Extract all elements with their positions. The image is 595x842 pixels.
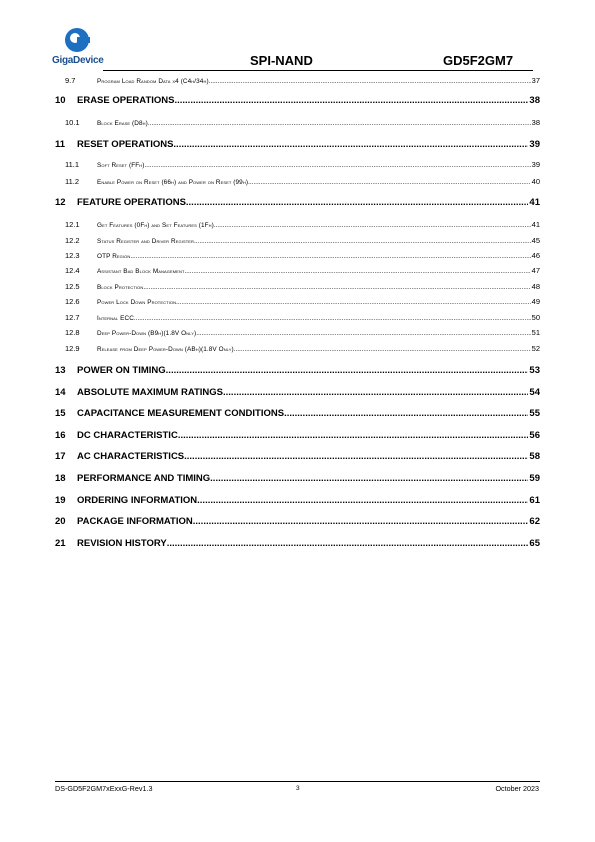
toc-dot-leader xyxy=(284,408,528,419)
toc-entry-title: Power Lock Down Protection xyxy=(97,299,177,306)
toc-entry-page: 50 xyxy=(531,313,540,322)
footer-page-number: 3 xyxy=(296,785,300,792)
toc-entry-number: 12.1 xyxy=(65,220,80,229)
toc-dot-leader xyxy=(234,346,531,353)
toc-entry-page: 41 xyxy=(531,220,540,229)
toc-entry-number: 11 xyxy=(55,139,66,150)
toc-section-entry[interactable] xyxy=(55,266,540,275)
toc-entry-number: 12 xyxy=(55,197,66,208)
toc-entry-number: 13 xyxy=(55,365,66,376)
toc-dot-leader xyxy=(176,299,531,306)
footer-date: October 2023 xyxy=(495,784,539,793)
toc-entry-page: 52 xyxy=(531,344,540,353)
toc-dot-leader xyxy=(167,538,529,549)
toc-entry-number: 12.6 xyxy=(65,297,80,306)
toc-entry-number: 12.4 xyxy=(65,266,80,275)
toc-entry-title: Release from Deep Power-Down (ABh)(1.8V Only) xyxy=(97,346,234,353)
toc-entry-page: 55 xyxy=(529,408,540,419)
toc-dot-leader xyxy=(173,139,528,150)
toc-section-entry[interactable] xyxy=(55,76,540,85)
toc-entry-page: 39 xyxy=(529,139,540,150)
toc-entry-page: 62 xyxy=(529,516,540,527)
toc-entry-page: 49 xyxy=(531,297,540,306)
toc-entry-title: POWER ON TIMING xyxy=(77,365,166,376)
toc-entry-title: Assistant Bad Block Management xyxy=(97,268,185,275)
toc-dot-leader xyxy=(193,516,529,527)
toc-entry-page: 45 xyxy=(531,236,540,245)
toc-entry-page: 40 xyxy=(531,177,540,186)
toc-entry-title: Status Register and Driver Register xyxy=(97,238,195,245)
toc-dot-leader xyxy=(166,365,529,376)
toc-entry-title: REVISION HISTORY xyxy=(77,538,167,549)
toc-dot-leader xyxy=(174,95,528,106)
toc-chapter-entry[interactable] xyxy=(55,365,540,376)
toc-entry-number: 11.1 xyxy=(65,160,80,169)
toc-entry-title: FEATURE OPERATIONS xyxy=(77,197,186,208)
toc-entry-page: 51 xyxy=(531,328,540,337)
toc-entry-title: OTP Region xyxy=(97,253,131,260)
toc-entry-title: Deep Power-Down (B9h)(1.8V Only) xyxy=(97,330,197,337)
toc-dot-leader xyxy=(130,253,530,260)
toc-section-entry[interactable] xyxy=(55,236,540,245)
toc-entry-page: 37 xyxy=(531,76,540,85)
toc-entry-number: 14 xyxy=(55,387,66,398)
toc-section-entry[interactable] xyxy=(55,313,540,322)
toc-dot-leader xyxy=(196,330,530,337)
toc-entry-number: 18 xyxy=(55,473,66,484)
toc-entry-number: 10.1 xyxy=(65,118,80,127)
logo-text: GigaDevice xyxy=(52,55,104,66)
toc-dot-leader xyxy=(194,238,531,245)
toc-entry-number: 21 xyxy=(55,538,66,549)
toc-entry-page: 46 xyxy=(531,251,540,260)
toc-section-entry[interactable] xyxy=(55,344,540,353)
toc-entry-number: 19 xyxy=(55,495,66,506)
toc-dot-leader xyxy=(134,315,531,322)
toc-entry-number: 12.2 xyxy=(65,236,80,245)
toc-entry-title: PERFORMANCE AND TIMING xyxy=(77,473,211,484)
toc-dot-leader xyxy=(186,197,529,208)
toc-entry-number: 15 xyxy=(55,408,66,419)
toc-entry-title: Block Erase (D8h) xyxy=(97,120,148,127)
toc-entry-page: 38 xyxy=(531,118,540,127)
toc-entry-title: Program Load Random Data x4 (C4h/34h) xyxy=(97,78,209,85)
toc-section-entry[interactable] xyxy=(55,282,540,291)
toc-entry-page: 56 xyxy=(529,430,540,441)
toc-entry-page: 47 xyxy=(531,266,540,275)
toc-chapter-entry[interactable] xyxy=(55,451,540,462)
footer-document-id: DS-GD5F2GM7xExxG-Rev1.3 xyxy=(55,784,153,793)
toc-entry-number: 11.2 xyxy=(65,177,80,186)
toc-chapter-entry[interactable] xyxy=(55,430,540,441)
toc-entry-title: DC CHARACTERISTIC xyxy=(77,430,178,441)
toc-entry-title: ORDERING INFORMATION xyxy=(77,495,198,506)
toc-dot-leader xyxy=(210,473,528,484)
toc-chapter-entry[interactable] xyxy=(55,473,540,484)
footer-divider xyxy=(55,781,540,782)
toc-chapter-entry[interactable] xyxy=(55,495,540,506)
toc-section-entry[interactable] xyxy=(55,328,540,337)
toc-section-entry[interactable] xyxy=(55,177,540,186)
toc-entry-number: 17 xyxy=(55,451,66,462)
toc-entry-number: 12.5 xyxy=(65,282,80,291)
toc-entry-page: 65 xyxy=(529,538,540,549)
toc-dot-leader xyxy=(144,162,530,169)
toc-entry-title: PACKAGE INFORMATION xyxy=(77,516,193,527)
toc-entry-title: AC CHARACTERISTICS xyxy=(77,451,185,462)
toc-entry-title: ABSOLUTE MAXIMUM RATINGS xyxy=(77,387,224,398)
toc-chapter-entry[interactable] xyxy=(55,139,540,150)
document-type: SPI-NAND xyxy=(250,53,313,68)
toc-entry-title: RESET OPERATIONS xyxy=(77,139,174,150)
toc-chapter-entry[interactable] xyxy=(55,538,540,549)
toc-entry-title: Block Protection xyxy=(97,284,144,291)
toc-entry-page: 59 xyxy=(529,473,540,484)
toc-dot-leader xyxy=(209,78,531,85)
toc-section-entry[interactable] xyxy=(55,220,540,229)
toc-chapter-entry[interactable] xyxy=(55,408,540,419)
toc-dot-leader xyxy=(248,179,531,186)
toc-entry-number: 12.9 xyxy=(65,344,80,353)
gigadevice-logo-icon xyxy=(65,28,89,52)
toc-section-entry[interactable] xyxy=(55,118,540,127)
toc-entry-title: CAPACITANCE MEASUREMENT CONDITIONS xyxy=(77,408,285,419)
toc-entry-page: 61 xyxy=(529,495,540,506)
toc-entry-number: 9.7 xyxy=(65,76,76,85)
toc-chapter-entry[interactable] xyxy=(55,95,540,106)
toc-chapter-entry[interactable] xyxy=(55,197,540,208)
toc-dot-leader xyxy=(148,120,531,127)
toc-entry-number: 12.7 xyxy=(65,313,80,322)
toc-entry-number: 12.3 xyxy=(65,251,80,260)
toc-entry-title: ERASE OPERATIONS xyxy=(77,95,175,106)
toc-entry-title: Internal ECC xyxy=(97,315,134,322)
toc-entry-number: 10 xyxy=(55,95,66,106)
toc-section-entry[interactable] xyxy=(55,251,540,260)
toc-dot-leader xyxy=(184,268,530,275)
toc-entry-page: 41 xyxy=(529,197,540,208)
toc-entry-title: Soft Reset (FFh) xyxy=(97,162,145,169)
toc-entry-title: Enable Power on Reset (66h) and Power on Reset (99h) xyxy=(97,179,249,186)
toc-dot-leader xyxy=(223,387,528,398)
toc-dot-leader xyxy=(184,451,528,462)
toc-dot-leader xyxy=(214,222,531,229)
gigadevice-logo xyxy=(52,28,108,68)
toc-dot-leader xyxy=(197,495,528,506)
toc-entry-page: 48 xyxy=(531,282,540,291)
toc-entry-title: Get Features (0Fh) and Set Features (1Fh) xyxy=(97,222,214,229)
toc-entry-page: 54 xyxy=(529,387,540,398)
toc-chapter-entry[interactable] xyxy=(55,387,540,398)
toc-entry-number: 12.8 xyxy=(65,328,80,337)
toc-section-entry[interactable] xyxy=(55,297,540,306)
toc-dot-leader xyxy=(143,284,530,291)
header-divider xyxy=(103,70,533,71)
toc-entry-page: 58 xyxy=(529,451,540,462)
toc-dot-leader xyxy=(178,430,529,441)
toc-entry-page: 39 xyxy=(531,160,540,169)
toc-entry-number: 20 xyxy=(55,516,66,527)
toc-entry-page: 38 xyxy=(529,95,540,106)
toc-entry-page: 53 xyxy=(529,365,540,376)
toc-section-entry[interactable] xyxy=(55,160,540,169)
toc-chapter-entry[interactable] xyxy=(55,516,540,527)
toc-entry-number: 16 xyxy=(55,430,66,441)
part-number: GD5F2GM7 xyxy=(443,53,514,68)
